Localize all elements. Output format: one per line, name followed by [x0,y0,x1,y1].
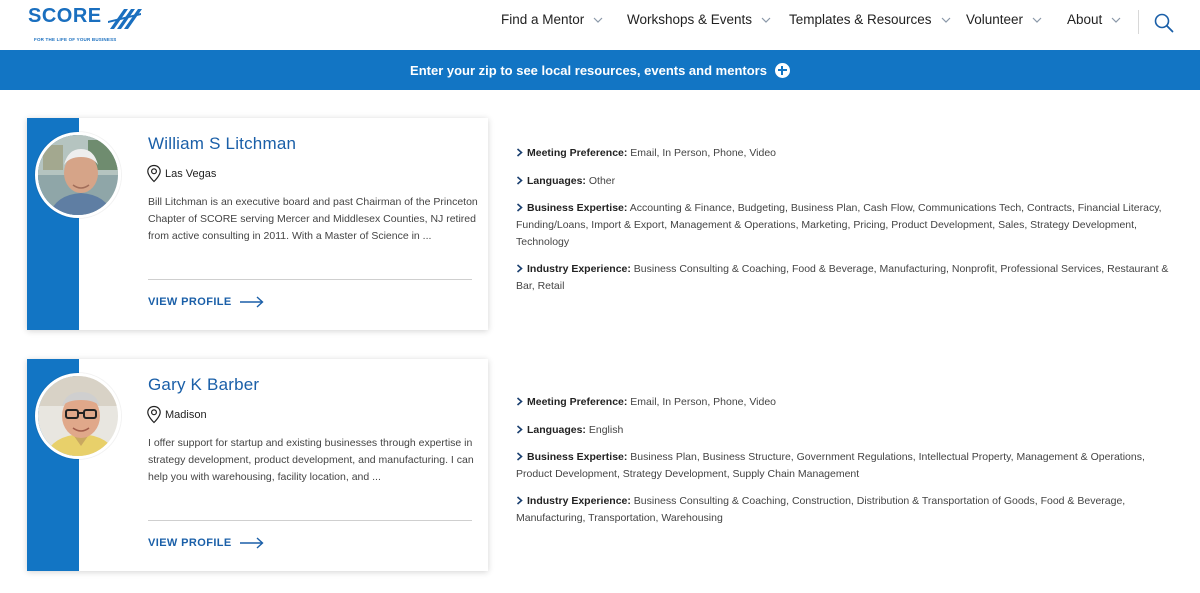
nav-find-a-mentor[interactable] [501,12,603,27]
search-icon[interactable] [1154,13,1174,33]
mentor-location [146,405,207,424]
map-pin-icon [146,405,162,424]
nav-templates-resources[interactable] [789,12,951,27]
logo-tagline: FOR THE LIFE OF YOUR BUSINESS [34,37,117,42]
avatar[interactable] [35,373,121,459]
chevron-right-icon [516,496,523,505]
detail-industry-experience [516,493,1176,527]
arrow-right-icon [240,537,264,549]
detail-meeting-preference [516,145,1176,162]
chevron-right-icon [516,264,523,273]
detail-value: Business Consulting & Coaching, Construction, Distribution & Transportation of Goods, Food & Beverage, Manufacturing, Transportation, Warehousing [516,495,1126,524]
nav-volunteer[interactable] [966,12,1042,27]
detail-label: Business Expertise: [527,202,628,214]
nav-label: About [1067,12,1103,27]
mentor-photo-gary [38,376,121,459]
chevron-right-icon [516,452,523,461]
nav-label: Templates & Resources [789,12,932,27]
nav-label: Volunteer [966,12,1024,27]
zip-banner-text: Enter your zip to see local resources, events and mentors [410,62,767,78]
logo-wordmark: SCORE [28,5,102,27]
chevron-down-icon [1111,17,1121,23]
chevron-down-icon [1032,17,1042,23]
detail-label: Languages: [527,175,586,187]
detail-business-expertise [516,449,1176,483]
detail-business-expertise [516,200,1176,251]
mentor-card [27,359,488,571]
zip-banner[interactable] [0,50,1200,90]
mentor-name[interactable]: Gary K Barber [148,375,260,394]
mentor-bio: I offer support for startup and existing businesses through expertise in strategy development, product development, and manufacturing. I can help you with warehousing, facility location, and ... [148,437,474,483]
detail-languages [516,422,1176,439]
detail-value: Accounting & Finance, Budgeting, Business Plan, Cash Flow, Communications Tech, Contracts, Financial Literacy, Funding/Loans, Import & Export, Management & Operations, Marketing, Pricing, Product Development, Sales, Strategy Development, Technology [516,202,1162,248]
detail-label: Industry Experience: [527,495,631,507]
view-profile-link[interactable] [148,296,264,308]
detail-value: Other [585,175,616,187]
mentor-bio: Bill Litchman is an executive board and past Chairman of the Princeton Chapter of SCORE serving Mercer and Middlesex Counties, NJ retired from active consulting in 2011. With a Master of Science in ... [148,196,478,242]
detail-languages [516,173,1176,190]
nav-divider [1138,10,1139,34]
mentor-card [27,118,488,330]
chevron-right-icon [516,397,523,406]
card-divider [148,279,472,280]
avatar[interactable] [35,132,121,218]
nav-workshops-events[interactable] [627,12,771,27]
mentor-photo-william [38,135,121,218]
location-label: Las Vegas [165,167,217,180]
logo-stripes-icon [108,7,142,31]
plus-circle-icon[interactable] [775,63,790,78]
detail-meeting-preference [516,394,1176,411]
detail-label: Business Expertise: [527,451,628,463]
view-profile-label: VIEW PROFILE [148,296,232,308]
chevron-right-icon [516,148,523,157]
chevron-right-icon [516,176,523,185]
location-label: Madison [165,408,207,421]
view-profile-link[interactable] [148,537,264,549]
detail-value: Business Consulting & Coaching, Food & Beverage, Manufacturing, Nonprofit, Professional Services, Restaurant & Bar, Retail [516,263,1169,292]
chevron-right-icon [516,425,523,434]
site-header [0,0,1200,50]
map-pin-icon [146,164,162,183]
nav-about[interactable] [1067,12,1121,27]
chevron-down-icon [941,17,951,23]
detail-label: Meeting Preference: [527,396,628,408]
detail-industry-experience [516,261,1176,295]
detail-label: Languages: [527,424,586,436]
detail-value: English [585,424,624,436]
mentor-name[interactable]: William S Litchman [148,134,297,153]
card-divider [148,520,472,521]
detail-label: Meeting Preference: [527,147,628,159]
score-logo[interactable] [28,5,148,45]
mentor-location [146,164,216,183]
chevron-down-icon [761,17,771,23]
chevron-right-icon [516,203,523,212]
detail-value: Email, In Person, Phone, Video [627,147,777,159]
chevron-down-icon [593,17,603,23]
arrow-right-icon [240,296,264,308]
detail-value: Business Plan, Business Structure, Government Regulations, Intellectual Property, Management & Operations, Product Development, Strategy Development, Supply Chain Management [516,451,1145,480]
detail-label: Industry Experience: [527,263,631,275]
nav-label: Find a Mentor [501,12,585,27]
nav-label: Workshops & Events [627,12,753,27]
detail-value: Email, In Person, Phone, Video [627,396,777,408]
view-profile-label: VIEW PROFILE [148,537,232,549]
